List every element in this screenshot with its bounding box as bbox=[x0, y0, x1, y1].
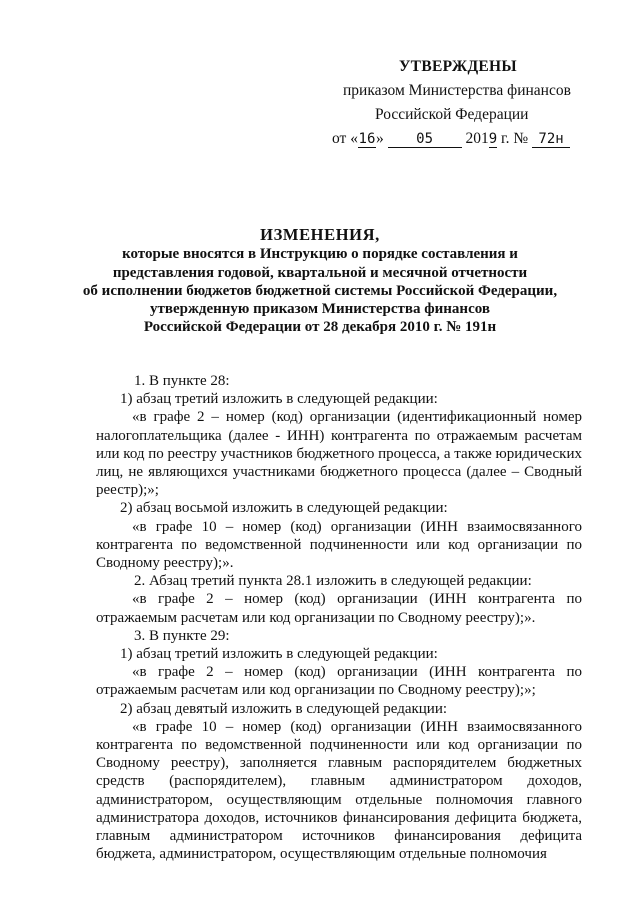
approval-date-line bbox=[332, 130, 570, 148]
title-line: которые вносятся в Инструкцию о порядке составления и bbox=[122, 246, 518, 263]
approval-country-line: Российской Федерации bbox=[375, 106, 529, 123]
approval-title: УТВЕРЖДЕНЫ bbox=[399, 58, 517, 75]
title-line: Российской Федерации от 28 декабря 2010 г. № 191н bbox=[143, 319, 497, 336]
order-number-field: 72н bbox=[532, 132, 570, 148]
date-day-field: 16 bbox=[358, 131, 376, 147]
document-title-block bbox=[40, 226, 600, 337]
subitem-paragraph: 2) абзац восьмой изложить в следующей редакции: bbox=[120, 500, 448, 517]
quoted-amendment: «в графе 2 – номер (код) организации (ИНН контрагента по отражаемым расчетам или код организации по Сводному реестру);»; bbox=[96, 664, 582, 699]
title-line: представления годовой, квартальной и месячной отчетности bbox=[112, 264, 528, 281]
subitem-paragraph: 1) абзац третий изложить в следующей редакции: bbox=[120, 391, 438, 408]
quoted-amendment: «в графе 2 – номер (код) организации (идентификационный номер налогоплательщика (далее - ИНН) контрагента по отражаемым расчетам или код по реестру участников бюджетного процесса, а также юридических лиц, не являющихся участниками бюджетного процесса (далее – Сводный реестр);»; bbox=[96, 409, 582, 499]
date-month-field: 05 bbox=[388, 132, 462, 148]
title-line: об исполнении бюджетов бюджетной системы Российской Федерации, bbox=[82, 282, 558, 299]
date-year-suffix: г. № bbox=[497, 130, 529, 147]
date-quote-close: » bbox=[375, 130, 384, 147]
approval-order-line: приказом Министерства финансов bbox=[343, 82, 571, 99]
section-heading: 2. Абзац третий пункта 28.1 изложить в следующей редакции: bbox=[134, 573, 532, 590]
quoted-amendment: «в графе 10 – номер (код) организации (ИНН взаимосвязанного контрагента по ведомственной подчиненности или код организации по Сводному реестру), заполняется главным распорядителем бюджетных средств (распорядителем), главным администратором доходов, администратором, осуществляющим отдельные полномочия главного администратора доходов, источников финансирования дефицита бюджета, главным администратором источников финансирования дефицита бюджета, администратором, осуществляющим отдельные полномочия bbox=[96, 718, 582, 863]
document-title: ИЗМЕНЕНИЯ, bbox=[260, 225, 380, 244]
quoted-amendment: «в графе 10 – номер (код) организации (ИНН взаимосвязанного контрагента по ведомственной подчиненности или код организации по Сводному реестру);». bbox=[96, 518, 582, 572]
date-year-prefix: 201 bbox=[465, 130, 489, 147]
date-year-digit: 9 bbox=[488, 131, 498, 147]
subitem-paragraph: 2) абзац девятый изложить в следующей редакции: bbox=[120, 700, 448, 717]
date-from-label: от « bbox=[332, 130, 358, 147]
quoted-amendment: «в графе 2 – номер (код) организации (ИНН контрагента по отражаемым расчетам или код организации по Сводному реестру);». bbox=[96, 591, 582, 626]
section-heading: 1. В пункте 28: bbox=[134, 373, 230, 389]
section-heading: 3. В пункте 29: bbox=[134, 627, 230, 644]
document-body bbox=[96, 372, 582, 863]
subitem-paragraph: 1) абзац третий изложить в следующей редакции: bbox=[120, 646, 438, 663]
title-line: утвержденную приказом Министерства финансов bbox=[150, 301, 490, 318]
